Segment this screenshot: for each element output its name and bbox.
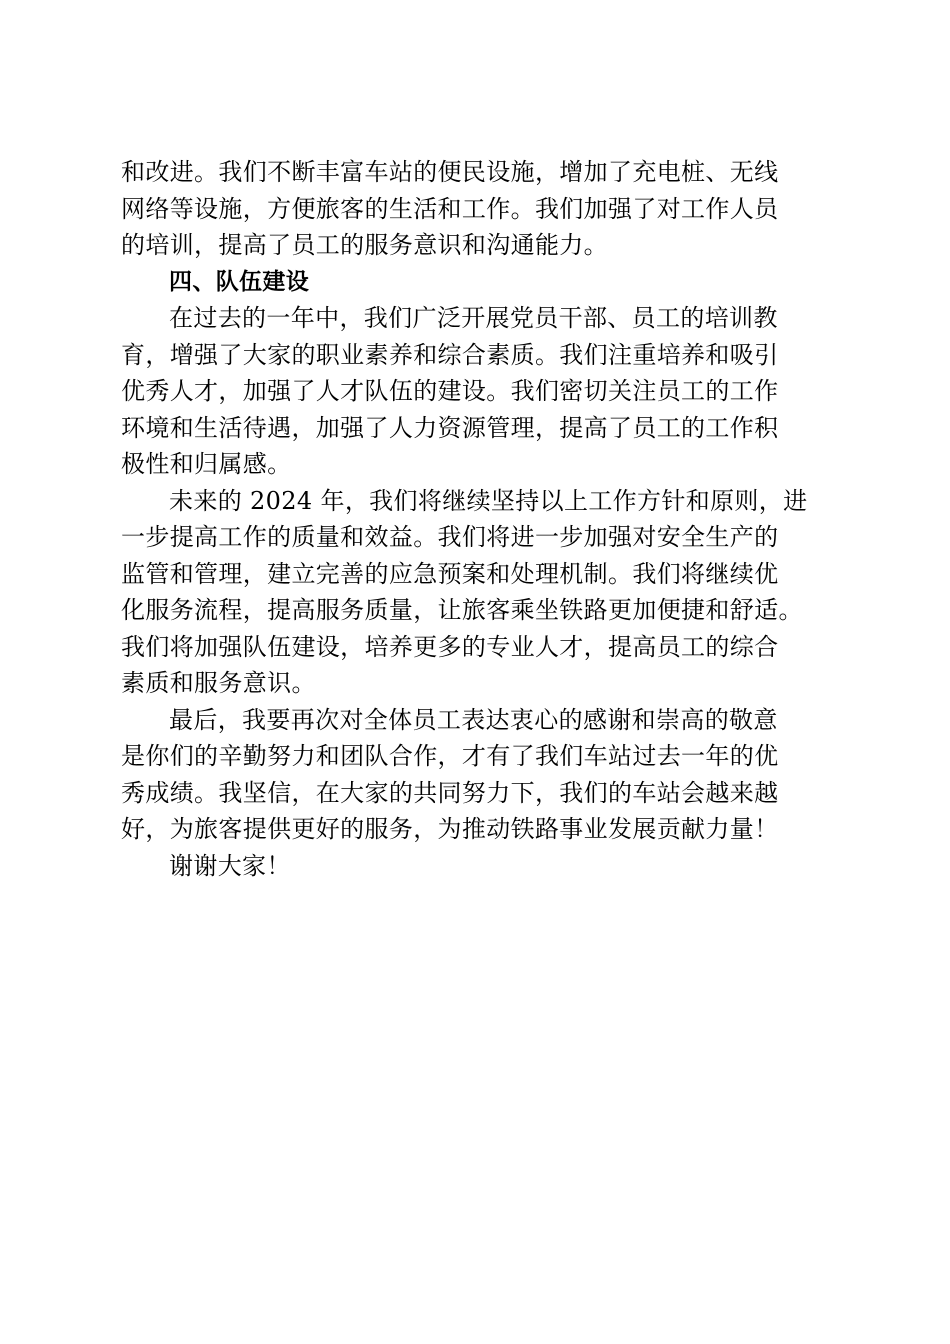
text-line: 化服务流程，提高服务质量，让旅客乘坐铁路更加便捷和舒适。 <box>121 596 803 624</box>
text-line: 一步提高工作的质量和效益。我们将进一步加强对安全生产的 <box>121 523 779 551</box>
text-line: 极性和归属感。 <box>121 450 292 478</box>
text-line: 和改进。我们不断丰富车站的便民设施，增加了充电桩、无线 <box>121 158 779 186</box>
text-line: 好，为旅客提供更好的服务，为推动铁路事业发展贡献力量！ <box>121 815 779 843</box>
paragraph-future-plan <box>121 483 833 702</box>
text-line: 秀成绩。我坚信，在大家的共同努力下，我们的车站会越来越 <box>121 778 779 807</box>
text-line: 谢谢大家！ <box>169 851 291 880</box>
text-line: 我们将加强队伍建设，培养更多的专业人才，提高员工的综合 <box>121 632 779 661</box>
paragraph-service-continuation <box>121 154 833 264</box>
text-line: 监管和管理，建立完善的应急预案和处理机制。我们将继续优 <box>121 559 779 588</box>
text-line: 环境和生活待遇，加强了人力资源管理，提高了员工的工作积 <box>121 413 779 442</box>
text-line: 未来的 2024 年，我们将继续坚持以上工作方针和原则，进 <box>169 486 808 515</box>
text-line: 优秀人才，加强了人才队伍的建设。我们密切关注员工的工作 <box>121 377 779 405</box>
text-line: 网络等设施，方便旅客的生活和工作。我们加强了对工作人员 <box>121 194 779 223</box>
paragraph-final-thanks <box>121 848 833 885</box>
text-line: 素质和服务意识。 <box>121 669 316 697</box>
text-line: 最后，我要再次对全体员工表达衷心的感谢和崇高的敬意 <box>169 705 778 734</box>
paragraph-closing-thanks <box>121 702 833 848</box>
text-line: 育，增强了大家的职业素养和综合素质。我们注重培养和吸引 <box>121 340 779 369</box>
text-line: 的培训，提高了员工的服务意识和沟通能力。 <box>121 231 608 259</box>
document-body <box>121 154 833 884</box>
section-heading-team-building: 四、队伍建设 <box>169 268 310 295</box>
text-line: 是你们的辛勤努力和团队合作，才有了我们车站过去一年的优 <box>121 742 779 770</box>
paragraph-team-training <box>121 300 833 483</box>
text-line: 在过去的一年中，我们广泛开展党员干部、员工的培训教 <box>169 304 778 332</box>
